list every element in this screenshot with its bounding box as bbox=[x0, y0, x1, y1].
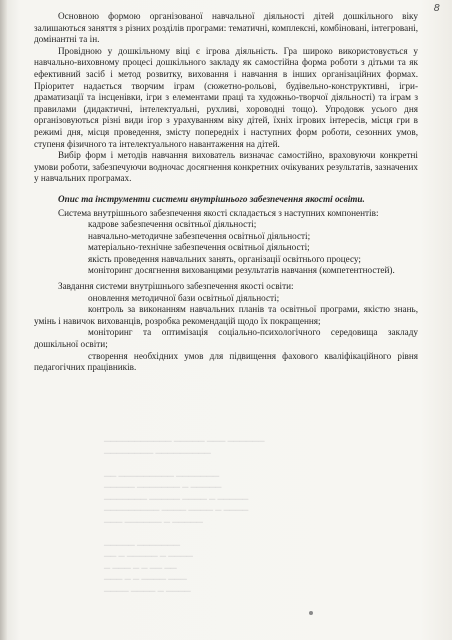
component-item: кадрове забезпечення освітньої діяльності; bbox=[88, 219, 257, 230]
component-item: матеріально-технічне забезпечення освітньої діяльності; bbox=[88, 242, 310, 253]
document-page bbox=[34, 11, 418, 374]
task-item: контроль за виконанням навчальних планів та освітньої програми, якістю знань, умінь і навичок вихованців, розробка рекомендацій щодо їх покращення; bbox=[34, 304, 418, 326]
paragraph-education-forms: Основною формою організованої навчальної діяльності дітей дошкільного віку залишаються заняття з різних розділів програми: тематичні, комплексні, комбіновані, інтегровані, домінантні та ін. bbox=[34, 11, 418, 45]
binding-shadow bbox=[0, 0, 7, 640]
task-item: створення необхідних умов для підвищення фахового кваліфікаційного рівня педагогічних працівників. bbox=[34, 350, 418, 373]
bleed-through-decoration: ▁▁▁▁▁▁▁▁▁▁▁ ▁▁▁▁▁ ▁▁▁ ▁▁▁▁▁▁ ▁▁▁▁▁▁▁▁ ▁▁▁▁▁▁▁▁▁ ▁▁ ▁▁▁▁▁▁▁▁▁ ▁▁▁▁▁▁▁ ▁▁▁▁▁ ▁▁▁▁▁▁▁ ▁ ▁▁▁▁▁ ▁▁▁▁▁▁▁ ▁▁▁▁▁ ▁▁▁▁ ▁ ▁▁▁▁▁ ▁▁▁▁▁▁▁▁▁ ▁▁▁▁ ▁▁▁▁ ▁ ▁▁▁▁ ▁▁▁ ▁▁▁▁▁▁ ▁ ▁▁▁▁▁ ▁▁▁▁▁ ▁▁▁▁▁▁▁ ▁▁ ▁ ▁▁▁▁▁ ▁ ▁▁▁▁ ▁ ▁▁▁ ▁ ▁ ▁▁ ▁▁ ▁▁▁ ▁ ▁ ▁▁▁▁ ▁▁▁ ▁▁▁▁ ▁▁▁▁ ▁ ▁▁▁▁ bbox=[104, 433, 265, 592]
paragraph-play-activity: Провідною у дошкільному віці є ігрова діяльність. Гра широко використовується у навчально-виховному процесі дошкільного закладу як самостійна форма роботи з дітьми та як ефективний засіб і метод розвитку, виховання і навчання в інших організаційних формах. Пріоритет надається творчим іграм (сюжетно-рольові, будівельно-конструктивні, ігри-драматизації та інсценівки, ігри з елементами праці та художньо-творчої діяльності) та іграм з правилами (дидактичні, інтелектуальні, рухливі, хороводні тощо). Упродовж усього дня організовуються різні види ігор з урахуванням віку дітей, їхніх ігрових інтересів, місця гри в режимі дня, місця проведення, змісту попередніх і наступних форм роботи, сезонних умов, ступеня фізичного та інтелектуального навантаження на дітей. bbox=[34, 45, 418, 149]
scan-dot bbox=[309, 611, 313, 615]
section-heading: Опис та інструменти системи внутрішнього забезпечення якості освіти. bbox=[58, 193, 365, 204]
system-intro: Система внутрішнього забезпечення якості складається з наступних компонентів: bbox=[58, 207, 379, 218]
tasks-intro: Завдання системи внутрішнього забезпечення якості освіти: bbox=[58, 281, 294, 292]
component-item: навчально-методичне забезпечення освітньої діяльності; bbox=[88, 230, 311, 241]
component-item: якість проведення навчальних занять, організації освітнього процесу; bbox=[88, 253, 361, 264]
paragraph-method-choice: Вибір форм і методів навчання вихователь визначає самостійно, враховуючи конкретні умови роботи, забезпечуючи водночас досягнення конкретних очікуваних результатів, зазначених у навчальних програмах. bbox=[34, 150, 418, 184]
task-item: оновлення методичної бази освітньої діяльності; bbox=[88, 292, 280, 303]
task-item: моніторинг та оптимізація соціально-психологічного середовища закладу дошкільної освіти; bbox=[34, 327, 418, 350]
page-corner-mark: 8 bbox=[433, 3, 440, 14]
component-item: моніторинг досягнення вихованцями результатів навчання (компетентностей). bbox=[88, 265, 395, 276]
